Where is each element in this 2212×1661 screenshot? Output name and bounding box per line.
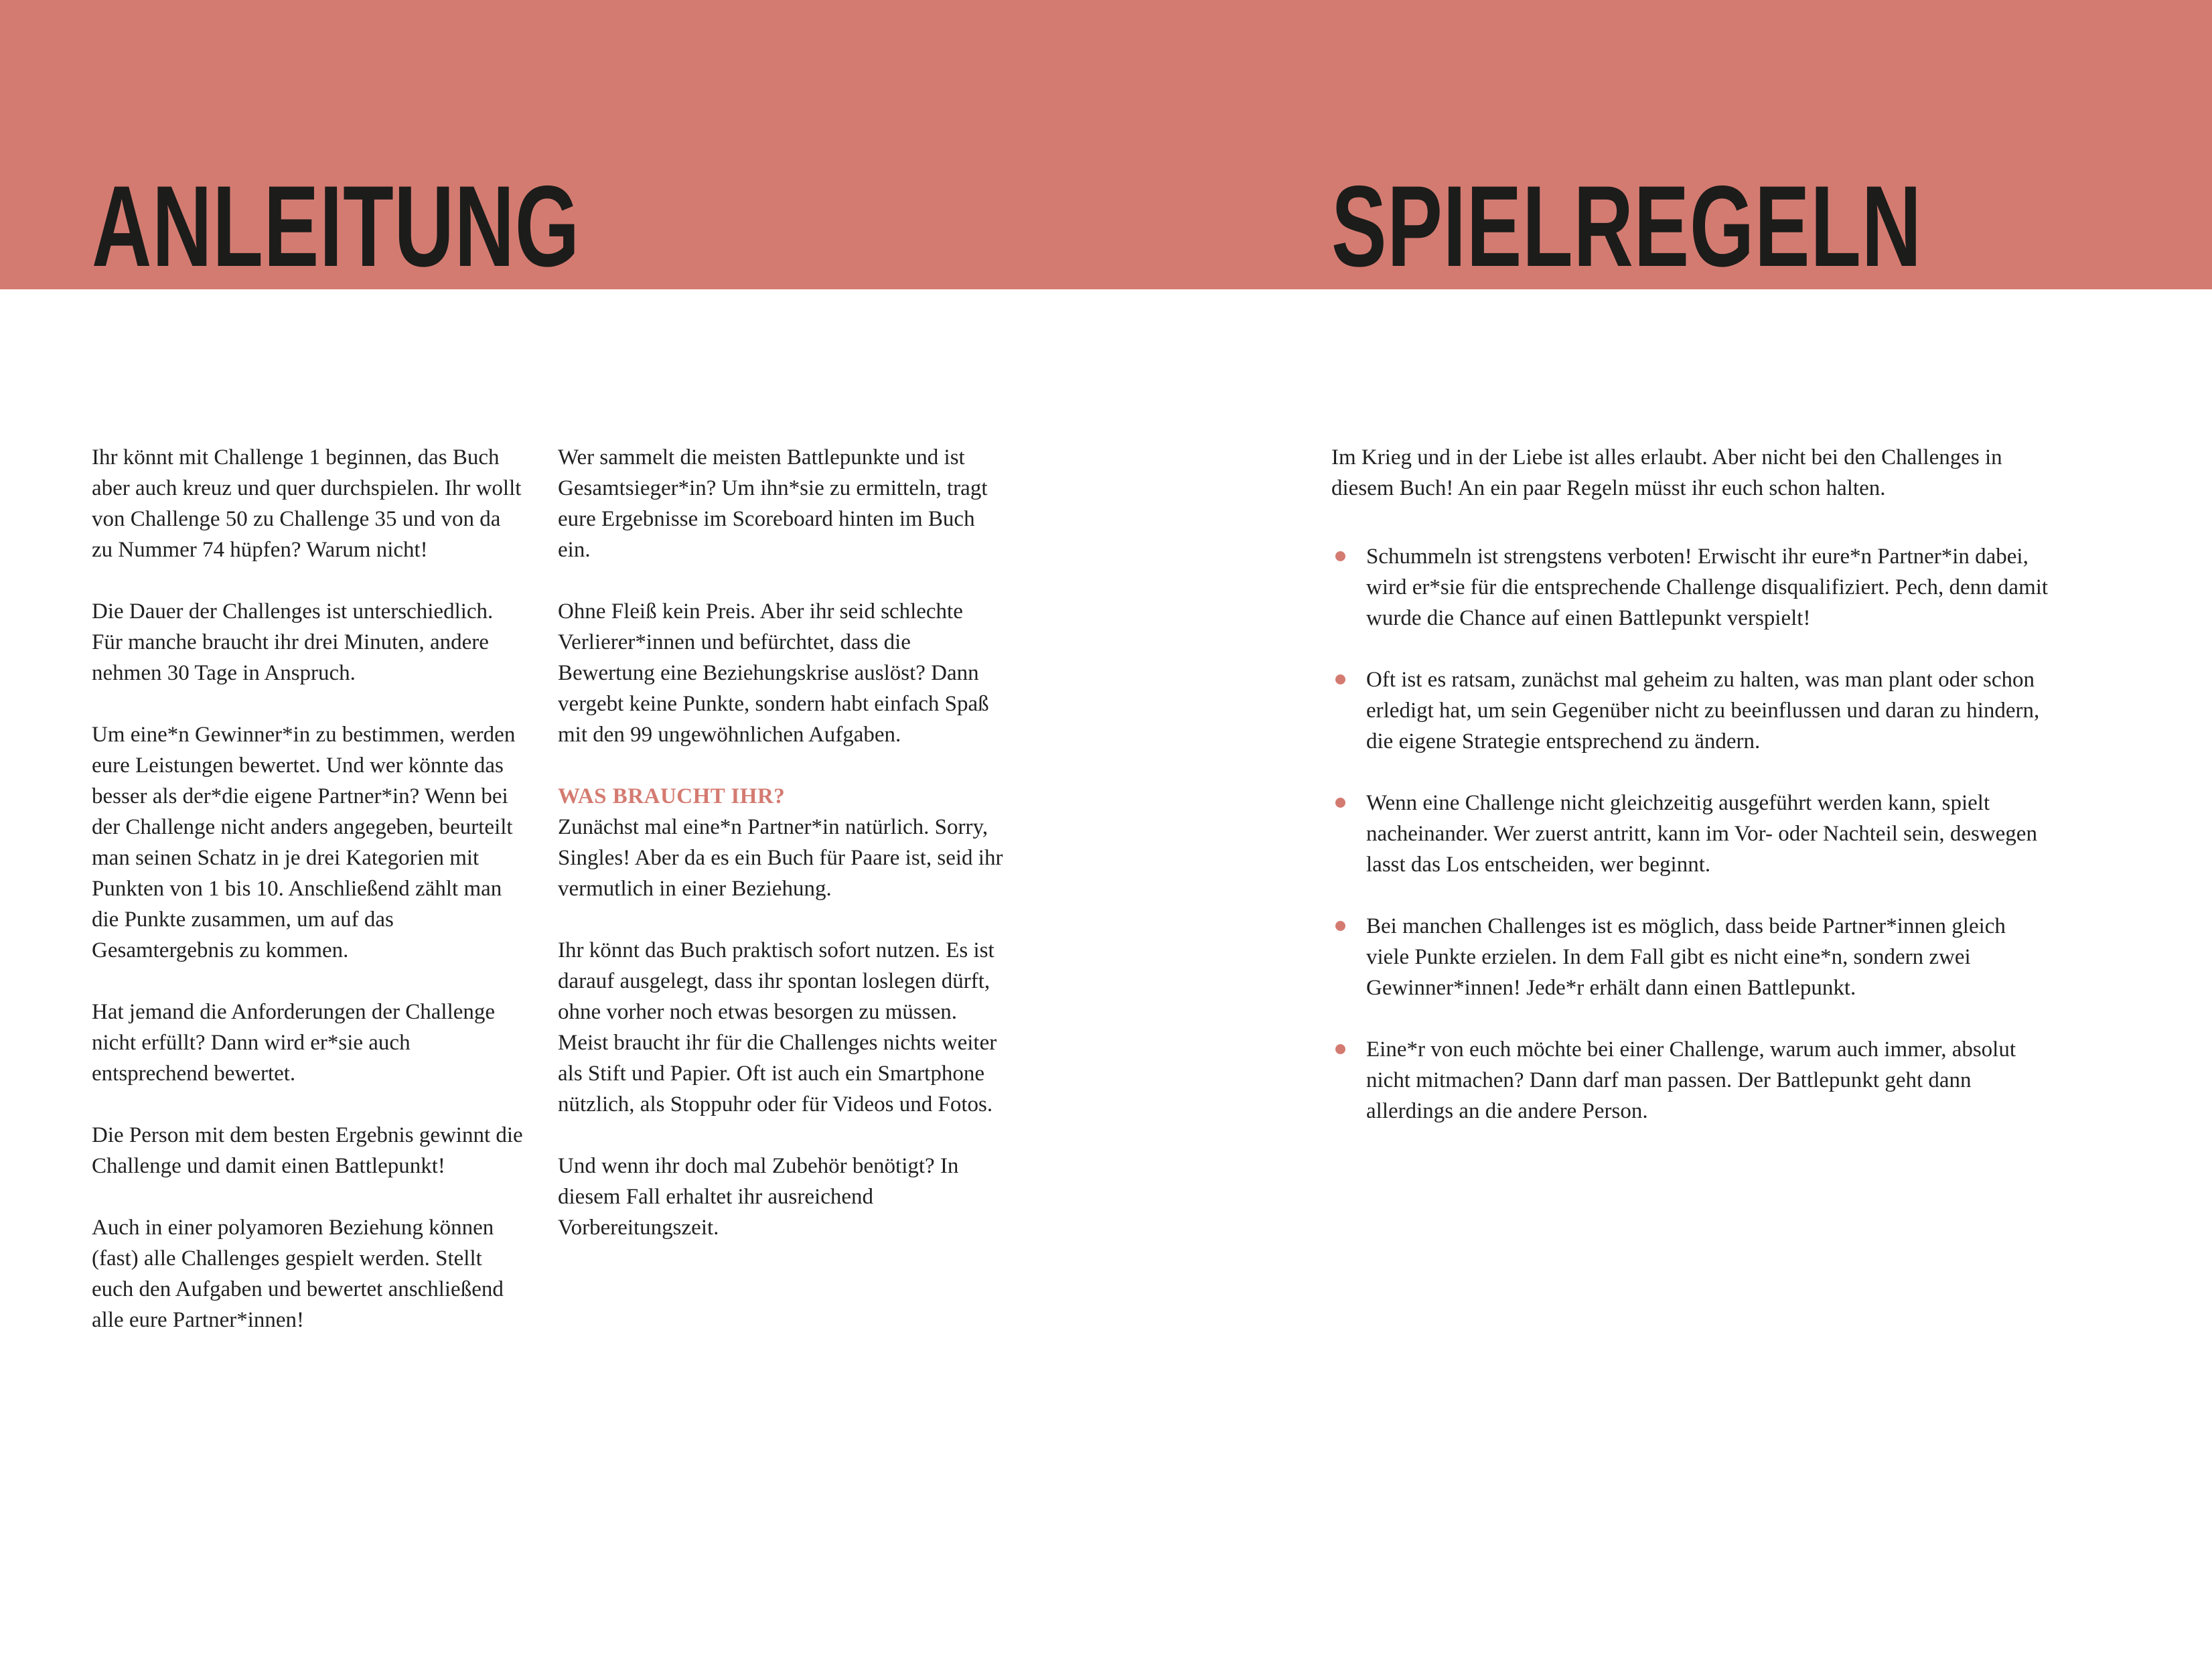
bullet-icon bbox=[1335, 551, 1345, 561]
left-page-column-1 bbox=[92, 442, 524, 1366]
section-heading-was-braucht-ihr: WAS BRAUCHT IHR? bbox=[558, 784, 786, 808]
rule-text: Schummeln ist strengstens verboten! Erwischt ihr eure*n Partner*in dabei, wird er*sie für die entsprechende Challenge disqualifiziert. Pech, denn damit wurde die Chance auf einen Battlepunkt verspielt! bbox=[1366, 545, 2049, 630]
rule-text: Wenn eine Challenge nicht gleichzeitig ausgeführt werden kann, spielt nacheinander. Wer zuerst antritt, kann im Vor- oder Nachteil sein, deswegen lasst das Los entscheiden, wer beginnt. bbox=[1366, 791, 2037, 877]
paragraph: Auch in einer polyamoren Beziehung können (fast) alle Challenges gespielt werden. Stellt euch den Aufgaben und bewertet anschließend alle eure Partner*innen! bbox=[92, 1216, 504, 1332]
paragraph: Ihr könnt das Buch praktisch sofort nutzen. Es ist darauf ausgelegt, dass ihr spontan loslegen dürft, ohne vorher noch etwas besorgen zu müssen. Meist braucht ihr für die Challenges nichts weiter als Stift und Papier. Oft ist auch ein Smartphone nützlich, als Stoppuhr oder für Videos und Fotos. bbox=[558, 938, 997, 1116]
right-page-column bbox=[1331, 442, 2051, 1157]
bullet-icon bbox=[1335, 1044, 1345, 1054]
paragraph: Und wenn ihr doch mal Zubehör benötigt? In diesem Fall erhaltet ihr ausreichend Vorbereitungszeit. bbox=[558, 1154, 959, 1240]
paragraph: Wer sammelt die meisten Battlepunkte und ist Gesamtsieger*in? Um ihn*sie zu ermitteln, tragt eure Ergebnisse im Scoreboard hinten im Buch ein. bbox=[558, 445, 988, 562]
rules-intro: Im Krieg und in der Liebe ist alles erlaubt. Aber nicht bei den Challenges in diesem Buch! An ein paar Regeln müsst ihr euch schon halten. bbox=[1331, 445, 2002, 500]
paragraph: Hat jemand die Anforderungen der Challenge nicht erfüllt? Dann wird er*sie auch entsprechend bewertet. bbox=[92, 1000, 496, 1086]
paragraph: Ihr könnt mit Challenge 1 beginnen, das Buch aber auch kreuz und quer durchspielen. Ihr wollt von Challenge 50 zu Challenge 35 und von da zu Nummer 74 hüpfen? Warum nicht! bbox=[92, 445, 522, 562]
paragraph: Um eine*n Gewinner*in zu bestimmen, werden eure Leistungen bewertet. Und wer könnte das besser als der*die eigene Partner*in? Wenn bei der Challenge nicht anders angegeben, beurteilt man seinen Schatz in je drei Kategorien mit Punkten von 1 bis 10. Anschließend zählt man die Punkte zusammen, um auf das Gesamtergebnis zu kommen. bbox=[92, 723, 516, 962]
bullet-icon bbox=[1335, 798, 1345, 808]
paragraph: Die Dauer der Challenges ist unterschiedlich. Für manche braucht ihr drei Minuten, andere nehmen 30 Tage in Anspruch. bbox=[92, 599, 494, 685]
page-title-spielregeln: SPIELREGELN bbox=[1331, 162, 1922, 291]
rule-item bbox=[1331, 664, 2051, 757]
rule-text: Eine*r von euch möchte bei einer Challenge, warum auch immer, absolut nicht mitmachen? Dann darf man passen. Der Battlepunkt geht dann allerdings an die andere Person. bbox=[1366, 1037, 2016, 1123]
rule-item bbox=[1331, 911, 2051, 1003]
header-band bbox=[0, 0, 2212, 289]
rules-list bbox=[1331, 541, 2051, 1127]
rule-item bbox=[1331, 788, 2051, 880]
rule-item bbox=[1331, 541, 2051, 634]
rule-text: Bei manchen Challenges ist es möglich, dass beide Partner*innen gleich viele Punkte erzielen. In dem Fall gibt es nicht eine*n, sondern zwei Gewinner*innen! Jede*r erhält dann einen Battlepunkt. bbox=[1366, 914, 2006, 1000]
paragraph: Ohne Fleiß kein Preis. Aber ihr seid schlechte Verlierer*innen und befürchtet, dass die Bewertung eine Beziehungskrise auslöst? Dann vergebt keine Punkte, sondern habt einfach Spaß mit den 99 ungewöhnlichen Aufgaben. bbox=[558, 599, 989, 747]
bullet-icon bbox=[1335, 674, 1345, 684]
paragraph: Zunächst mal eine*n Partner*in natürlich. Sorry, Singles! Aber da es ein Buch für Paare ist, seid ihr vermutlich in einer Beziehung. bbox=[558, 815, 1003, 901]
paragraph: Die Person mit dem besten Ergebnis gewinnt die Challenge und damit einen Battlepunkt! bbox=[92, 1123, 523, 1178]
bullet-icon bbox=[1335, 921, 1345, 931]
rule-text: Oft ist es ratsam, zunächst mal geheim zu halten, was man plant oder schon erledigt hat, um sein Gegenüber nicht zu beeinflussen und daran zu hindern, die eigene Strategie entsprechend zu ändern. bbox=[1366, 668, 2040, 753]
page-title-anleitung: ANLEITUNG bbox=[92, 162, 580, 291]
left-page-column-2 bbox=[558, 442, 1003, 1274]
rule-item bbox=[1331, 1034, 2051, 1127]
